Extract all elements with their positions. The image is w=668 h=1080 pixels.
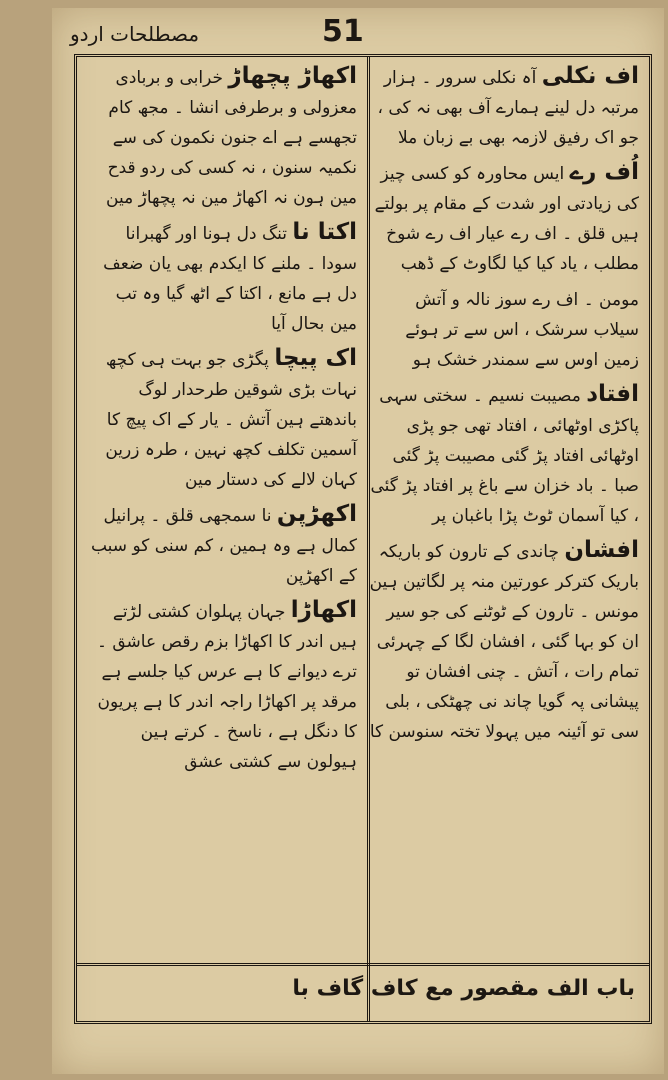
dictionary-entry — [87, 217, 357, 339]
book-page — [52, 8, 664, 1074]
entry-definition: تنگ دل ہونا اور گھبرانا سودا ۔ ملنے کا ایکدم بھی یان ضعف دل ہے مانع ، اکتا کے اٹھ گیا وہ تب مین بحال آیا — [103, 224, 357, 334]
entry-definition: چاندی کے تارون کو باریکہ باریک کترکر عورتین منہ پر لگاتین ہین مونس ۔ تارون کے ٹوٹنے کی جو سیر ان کو بہا گئی ، افشان لگا کے چہرئی تمام رات ، آتش ۔ چنی افشان تو پیشانی پہ گویا چاند نی چھٹکی ، بلی سی تو آئینہ میں پہولا تختہ سنوسن کا — [369, 542, 639, 742]
entry-definition: جہان پہلوان کشتی لڑتے ہیں اندر کا اکھاڑا بزم رقص عاشق ۔ ترے دیوانے کا ہے عرس کیا جلسے ہے مرقد پر اکھاڑا راجہ اندر کا ہے پریون کا دنگل ہے ، ناسخ ۔ کرتے ہین ہیولون سے کشتی عشق — [97, 602, 357, 772]
chapter-heading-band — [77, 963, 649, 1021]
entry-definition: خرابی و بربادی معزولی و برطرفی انشا ۔ مجھ کام تجھسے ہے اے جنون نکمون کی سے نکمیہ سنون ، نہ کسی کی ردو قدح مین ہون نہ اکھاڑ مین نہ پچھاڑ مین — [106, 68, 357, 208]
entry-term: اُف رے — [569, 159, 639, 185]
entry-term: اک پیچا — [274, 345, 357, 371]
dictionary-entry — [87, 595, 357, 777]
entry-definition: پگڑی جو بہت ہی کچھ نہات بڑی شوقین طرحدار لوگ باندھتے ہین آتش ۔ یار کے اک پیچ کا آسمین تکلف کچھ نہین ، طرہ زرین کہان لالے کی دستار مین — [105, 350, 357, 490]
entry-definition: مصیبت نسیم ۔ سختی سہی پاکڑی اوٹھائی ، افتاد تھی جو پڑی اوٹھائی افتاد پڑ گئی مصیبت پڑ گئی صبا ۔ باد خزان سے باغ پر افتاد پڑ گئی ، کیا آسمان ٹوٹ پڑا باغبان پر — [370, 386, 639, 526]
entry-term: اکھاڑ پچھاڑ — [228, 63, 357, 89]
entry-term: اف نکلی — [541, 63, 639, 89]
right-column — [363, 61, 645, 961]
page-header — [52, 8, 664, 54]
dictionary-entry — [369, 535, 639, 747]
entry-term: اکھاڑا — [290, 597, 357, 623]
entry-term: اکھڑپن — [276, 501, 357, 527]
text-frame — [74, 54, 652, 1024]
entry-definition: نا سمجھی قلق ۔ پرانیل کمال ہے وہ ہمین ، کم سنی کو سبب کے اکھڑپن — [90, 506, 357, 586]
running-title: مصطلحات اردو — [70, 22, 200, 46]
dictionary-entry — [369, 283, 639, 375]
dictionary-entry — [369, 157, 639, 279]
page-number: 51 — [322, 14, 364, 49]
entry-term: اکتا نا — [292, 219, 357, 245]
dictionary-entry — [87, 499, 357, 591]
dictionary-entry — [87, 343, 357, 495]
entry-term: افتاد — [586, 381, 639, 407]
left-column — [81, 61, 363, 961]
entry-definition: مومن ۔ اف رے سوز نالہ و آتش سیلاب سرشک ، اس سے تر ہوئے زمین اوس سے سمندر خشک ہو — [405, 290, 639, 370]
dictionary-entry — [87, 61, 357, 213]
dictionary-entry — [369, 379, 639, 531]
dictionary-entry — [369, 61, 639, 153]
entry-definition: آہ نکلی سرور ۔ ہزار مرتبہ دل لینے ہمارے آف بھی نہ کی ، جو اک رفیق لازمہ بھی بے زبان ملا — [377, 68, 639, 148]
entry-definition: ایس محاورہ کو کسی چیز کی زیادتی اور شدت کے مقام پر بولتے ہیں قلق ۔ اف رے عیار اف رے شوخ مطلب ، یاد کیا کیا لگاوٹ کے ڈھب — [374, 164, 639, 274]
chapter-title: باب الف مقصور مع کاف گاف با — [292, 976, 635, 1001]
entry-term: افشان — [564, 537, 639, 563]
